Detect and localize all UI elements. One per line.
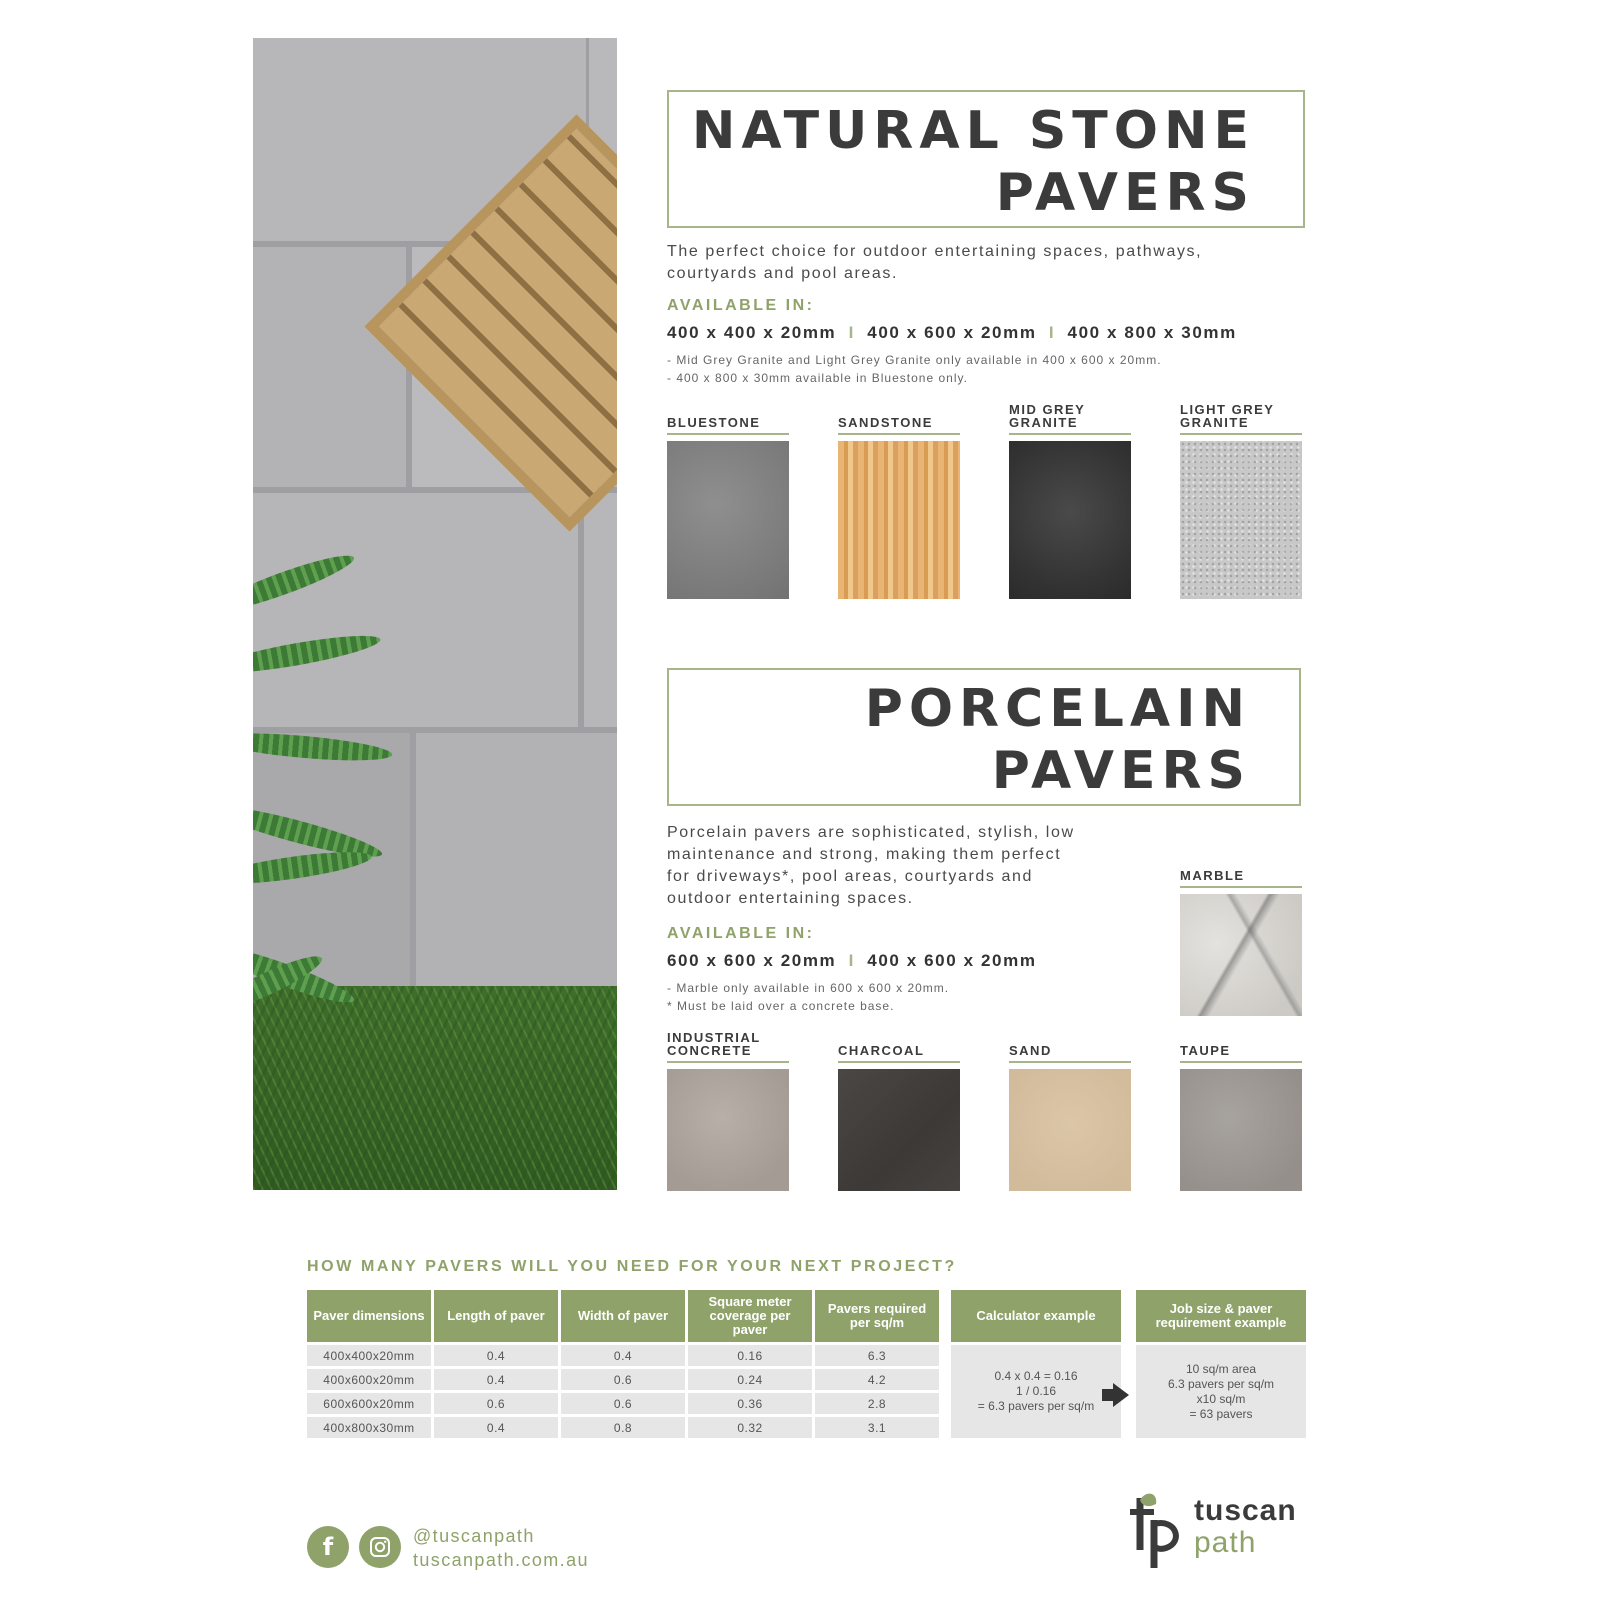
swatch-tile — [1009, 441, 1131, 599]
table-cell: 4.2 — [815, 1369, 939, 1390]
logo-word-tuscan: tuscan — [1194, 1494, 1297, 1527]
grass — [253, 986, 617, 1190]
tuscan-path-logo-icon — [1126, 1490, 1186, 1570]
natural-stone-title-line1: NATURAL STONE — [691, 101, 1255, 161]
porcelain-description — [667, 822, 1075, 910]
table-cell: 400x600x20mm — [307, 1369, 431, 1390]
arrow-right-icon — [1113, 1383, 1129, 1407]
porcelain-title-line1: PORCELAIN — [864, 679, 1251, 739]
hero-photo — [253, 38, 617, 1190]
natural-stone-available-heading: AVAILABLE IN: — [667, 297, 815, 314]
job-line: = 63 pavers — [1189, 1406, 1253, 1421]
swatch-label: MID GREY GRANITE — [1009, 403, 1131, 435]
description-line: outdoor entertaining spaces. — [667, 890, 914, 907]
natural-stone-title-line2: PAVERS — [995, 163, 1255, 223]
example-line: 1 / 0.16 — [1015, 1384, 1057, 1398]
table-cell: 0.32 — [688, 1417, 812, 1438]
table-cell: 6.3 — [815, 1345, 939, 1366]
example-line: = 6.3 pavers per sq/m — [977, 1399, 1095, 1413]
swatch-tile — [1009, 1069, 1131, 1191]
swatch-bluestone — [667, 415, 789, 599]
porcelain-available-heading: AVAILABLE IN: — [667, 925, 815, 942]
swatch-sandstone — [838, 415, 960, 599]
swatch-label: MARBLE — [1180, 869, 1302, 888]
job-line: x10 sq/m — [1196, 1391, 1246, 1406]
swatch-light-grey-granite — [1180, 402, 1302, 599]
description-line: The perfect choice for outdoor entertaining spaces, pathways, — [667, 243, 1203, 260]
swatch-tile — [1180, 894, 1302, 1016]
swatch-label: BLUESTONE — [667, 416, 789, 435]
note-line: * Must be laid over a concrete base. — [667, 999, 895, 1013]
table-cell: 400x800x30mm — [307, 1417, 431, 1438]
table-header-cell: Paver dimensions — [307, 1290, 431, 1342]
size-option: 400 x 600 x 20mm — [867, 951, 1037, 970]
description-line: maintenance and strong, making them perfect — [667, 846, 1062, 863]
description-line: for driveways*, pool areas, courtyards and — [667, 868, 1034, 885]
job-example-header: Job size & paver requirement example — [1136, 1290, 1306, 1342]
table-cell: 400x400x20mm — [307, 1345, 431, 1366]
swatch-taupe — [1180, 1043, 1302, 1191]
swatch-tile — [838, 441, 960, 599]
calculator-example-header: Calculator example — [951, 1290, 1121, 1342]
swatch-label: LIGHT GREY GRANITE — [1180, 403, 1302, 435]
swatch-marble — [1180, 868, 1302, 1016]
table-cell: 2.8 — [815, 1393, 939, 1414]
natural-stone-sizes — [667, 323, 1237, 343]
table-cell: 0.16 — [688, 1345, 812, 1366]
table-cell: 600x600x20mm — [307, 1393, 431, 1414]
table-cell: 0.4 — [434, 1369, 558, 1390]
table-cell: 0.4 — [434, 1417, 558, 1438]
size-option: 400 x 800 x 30mm — [1067, 323, 1237, 342]
swatch-sand — [1009, 1043, 1131, 1191]
description-line: courtyards and pool areas. — [667, 265, 899, 282]
natural-stone-notes — [667, 351, 1162, 387]
table-header-cell: Square meter coverage per paver — [688, 1290, 812, 1342]
natural-stone-title-box — [667, 90, 1305, 228]
porcelain-title-line2: PAVERS — [991, 741, 1251, 801]
instagram-glyph — [368, 1535, 392, 1559]
table-header-cell: Pavers required per sq/m — [815, 1290, 939, 1342]
size-separator: I — [848, 323, 855, 342]
swatch-label: INDUSTRIAL CONCRETE — [667, 1031, 789, 1063]
table-cell: 0.36 — [688, 1393, 812, 1414]
job-line: 10 sq/m area — [1185, 1361, 1257, 1376]
paver-slab — [413, 730, 617, 990]
social-handle[interactable]: @tuscanpath — [413, 1526, 535, 1546]
swatch-industrial-concrete — [667, 1030, 789, 1191]
paver-slab — [253, 490, 581, 730]
table-cell: 0.24 — [688, 1369, 812, 1390]
swatch-label: SAND — [1009, 1044, 1131, 1063]
description-line: Porcelain pavers are sophisticated, stylish, low — [667, 824, 1075, 841]
swatch-label: CHARCOAL — [838, 1044, 960, 1063]
note-line: - 400 x 800 x 30mm available in Bluestone only. — [667, 371, 968, 385]
example-line: 0.4 x 0.4 = 0.16 — [994, 1369, 1078, 1383]
table-cell: 0.6 — [561, 1393, 685, 1414]
swatch-tile — [1180, 1069, 1302, 1191]
table-header-cell: Length of paver — [434, 1290, 558, 1342]
porcelain-notes — [667, 979, 949, 1015]
table-cell: 0.8 — [561, 1417, 685, 1438]
table-cell: 0.4 — [434, 1345, 558, 1366]
swatch-tile — [1180, 441, 1302, 599]
table-cell: 0.4 — [561, 1345, 685, 1366]
size-option: 400 x 600 x 20mm — [867, 323, 1037, 342]
porcelain-title-box — [667, 668, 1301, 806]
note-line: - Marble only available in 600 x 600 x 20mm. — [667, 981, 950, 995]
size-separator: I — [1048, 323, 1056, 342]
website-link[interactable]: tuscanpath.com.au — [413, 1550, 589, 1570]
paver-slab — [581, 490, 617, 730]
size-option: 600 x 600 x 20mm — [667, 951, 837, 970]
swatch-tile — [667, 1069, 789, 1191]
calculator-heading: HOW MANY PAVERS WILL YOU NEED FOR YOUR NEXT PROJECT? — [307, 1258, 957, 1275]
facebook-glyph: f — [322, 1533, 334, 1561]
table-header-cell: Width of paver — [561, 1290, 685, 1342]
job-example-body — [1136, 1345, 1306, 1438]
paver-slab — [253, 244, 409, 490]
natural-stone-description — [667, 241, 1202, 285]
instagram-icon[interactable] — [359, 1526, 401, 1568]
swatch-tile — [838, 1069, 960, 1191]
calculator-example-body — [951, 1345, 1121, 1438]
job-line: 6.3 pavers per sq/m — [1167, 1376, 1275, 1391]
swatch-label: SANDSTONE — [838, 416, 960, 435]
table-cell: 0.6 — [434, 1393, 558, 1414]
note-line: - Mid Grey Granite and Light Grey Granite only available in 400 x 600 x 20mm. — [667, 353, 1162, 367]
porcelain-sizes — [667, 951, 1037, 971]
size-separator: I — [848, 951, 855, 970]
swatch-mid-grey-granite — [1009, 402, 1131, 599]
swatch-label: TAUPE — [1180, 1044, 1302, 1063]
facebook-icon[interactable] — [307, 1526, 349, 1568]
table-cell: 0.6 — [561, 1369, 685, 1390]
swatch-charcoal — [838, 1043, 960, 1191]
logo-word-path: path — [1194, 1526, 1257, 1559]
table-cell: 3.1 — [815, 1417, 939, 1438]
size-option: 400 x 400 x 20mm — [667, 323, 837, 342]
swatch-tile — [667, 441, 789, 599]
